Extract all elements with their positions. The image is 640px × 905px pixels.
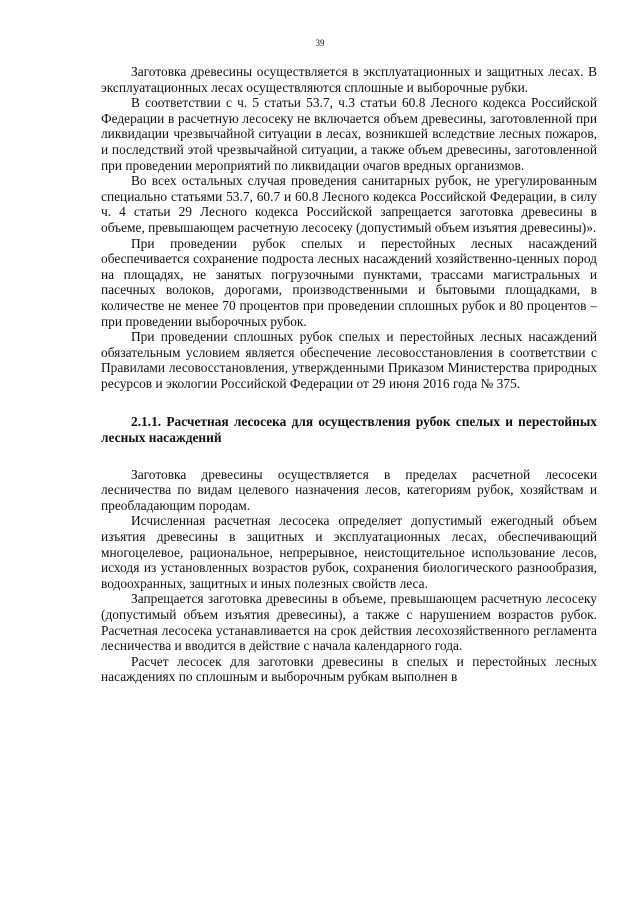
- paragraph: Во всех остальных случая проведения санитарных рубок, не урегулированным специально статьями 53.7, 60.7 и 60.8 Лесного кодекса Российской Федерации, в силу ч. 4 статьи 29 Лесного кодекса Российской запрещается заготовка древесины в объеме, превышающем расчетную лесосеку (допустимый объем изъятия древесины)».: [101, 173, 597, 235]
- paragraph: Исчисленная расчетная лесосека определяет допустимый ежегодный объем изъятия древесины в защитных и эксплуатационных лесах, обеспечивающий многоцелевое, рациональное, непрерывное, неистощительное использование лесов, исходя из установленных возрастов рубок, сохранения биологического разнообразия, водоохранных, защитных и иных полезных свойств леса.: [101, 513, 597, 591]
- section-heading: 2.1.1. Расчетная лесосека для осуществления рубок спелых и перестойных лесных насаждений: [101, 414, 597, 446]
- page-number: 39: [315, 38, 325, 48]
- paragraph: При проведении рубок спелых и перестойных лесных насаждений обеспечивается сохранение подроста лесных насаждений хозяйственно-ценных пород на площадях, не занятых погрузочными пунктами, трассами магистральных и пасечных волоков, дорогами, производственными и бытовыми площадками, в количестве не менее 70 процентов при проведении сплошных рубок и 80 процентов – при проведении выборочных рубок.: [101, 235, 597, 329]
- paragraph: В соответствии с ч. 5 статьи 53.7, ч.3 статьи 60.8 Лесного кодекса Российской Федерации в расчетную лесосеку не включается объем древесины, заготовленной при ликвидации чрезвычайной ситуации в лесах, возникшей вследствие лесных пожаров, и последствий этой чрезвычайной ситуации, а также объем древесины, заготовленной при проведении мероприятий по ликвидации очагов вредных организмов.: [101, 95, 597, 173]
- paragraph: Запрещается заготовка древесины в объеме, превышающем расчетную лесосеку (допустимый объем изъятия древесины), а также с нарушением возрастов рубок. Расчетная лесосека устанавливается на срок действия лесохозяйственного регламента лесничества и вводится в действие с начала календарного года.: [101, 591, 597, 654]
- paragraph: Расчет лесосек для заготовки древесины в спелых и перестойных лесных насаждениях по сплошным и выборочным рубкам выполнен в: [101, 653, 597, 685]
- paragraph: Заготовка древесины осуществляется в пределах расчетной лесосеки лесничества по видам целевого назначения лесов, категориям рубок, хозяйствам и преобладающим породам.: [101, 466, 597, 513]
- document-body: [101, 64, 597, 685]
- paragraph: Заготовка древесины осуществляется в эксплуатационных и защитных лесах. В эксплуатационных лесах осуществляются сплошные и выборочные рубки.: [101, 64, 597, 95]
- paragraph: При проведении сплошных рубок спелых и перестойных лесных насаждений обязательным условием является обеспечение лесовосстановления в соответствии с Правилами лесовосстановления, утвержденными Приказом Министерства природных ресурсов и экологии Российской Федерации от 29 июня 2016 года № 375.: [101, 329, 597, 391]
